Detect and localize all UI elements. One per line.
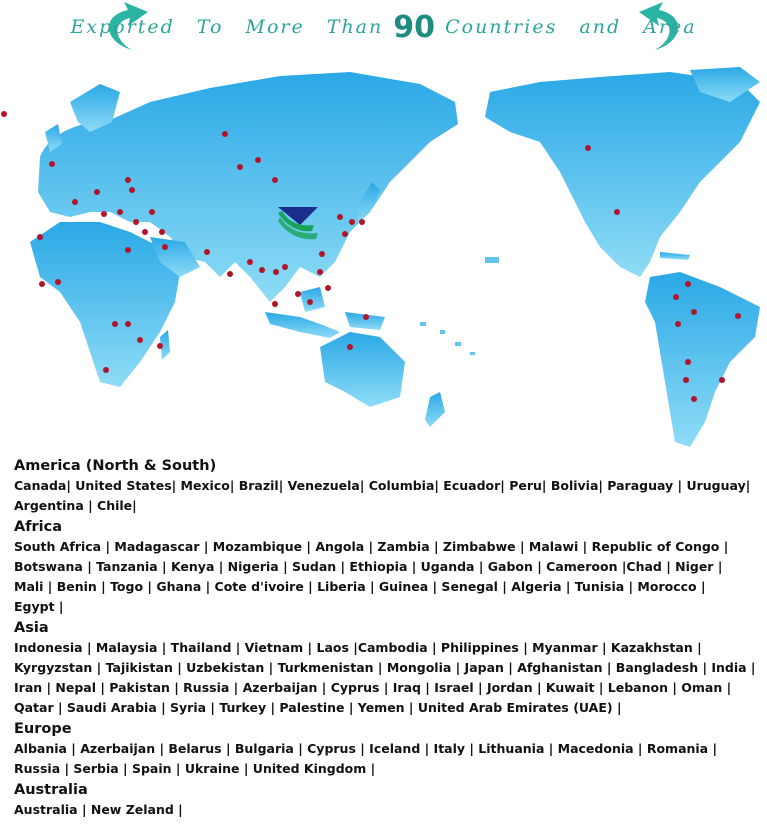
pacific-islands: [420, 257, 499, 355]
marker-dot: [259, 267, 265, 273]
banner-word: Than: [326, 16, 384, 38]
marker-dot: [125, 177, 131, 183]
banner-word: Area: [643, 16, 697, 38]
marker-dot: [159, 229, 165, 235]
south-america-landmass: [645, 272, 760, 447]
banner-word: More: [245, 16, 305, 38]
marker-dot: [162, 244, 168, 250]
banner-word: Exported: [70, 16, 175, 38]
marker-dot: [349, 219, 355, 225]
marker-dot: [1, 111, 7, 117]
marker-dot: [72, 199, 78, 205]
marker-dot: [719, 377, 725, 383]
marker-dot: [237, 164, 243, 170]
country-line: Qatar | Saudi Arabia | Syria | Turkey | Palestine | Yemen | United Arab Emirates (UAE) |: [14, 700, 622, 715]
marker-dot: [342, 231, 348, 237]
marker-dot: [675, 321, 681, 327]
marker-dot: [255, 157, 261, 163]
region-africa: [14, 517, 759, 617]
marker-dot: [673, 294, 679, 300]
country-line: Mali | Benin | Togo | Ghana | Cote d'ivoire | Liberia | Guinea | Senegal | Algeria | Tunisia | Morocco |: [14, 579, 706, 594]
marker-dot: [325, 285, 331, 291]
marker-dot: [685, 359, 691, 365]
banner-title: [0, 10, 767, 45]
country-line: Albania | Azerbaijan | Belarus | Bulgaria | Cyprus | Iceland | Italy | Lithuania | Macedonia | Romania |: [14, 741, 718, 756]
world-map-graphic: [0, 62, 767, 452]
header-banner: [0, 0, 767, 62]
marker-dot: [735, 313, 741, 319]
marker-dot: [37, 234, 43, 240]
indonesia-landmass: [265, 312, 340, 338]
new-zealand-landmass: [425, 392, 445, 427]
banner-word: To: [196, 16, 224, 38]
region-america: [14, 456, 759, 516]
banner-number: 90: [393, 10, 436, 45]
country-line: South Africa | Madagascar | Mozambique | Angola | Zambia | Zimbabwe | Malawi | Republic of Congo |: [14, 539, 729, 554]
marker-dot: [319, 251, 325, 257]
marker-dot: [614, 209, 620, 215]
marker-dot: [247, 259, 253, 265]
country-line: Russia | Serbia | Spain | Ukraine | United Kingdom |: [14, 761, 376, 776]
country-line: Egypt |: [14, 599, 64, 614]
marker-dot: [691, 309, 697, 315]
region-lists: [14, 455, 759, 820]
country-line: Australia | New Zeland |: [14, 802, 183, 817]
marker-dot: [129, 187, 135, 193]
region-title: Asia: [14, 620, 49, 636]
country-line: Argentina | Chile|: [14, 498, 137, 513]
marker-dot: [282, 264, 288, 270]
marker-dot: [307, 299, 313, 305]
marker-dot: [222, 131, 228, 137]
region-title: America (North & South): [14, 458, 217, 474]
marker-dot: [347, 344, 353, 350]
marker-dot: [142, 229, 148, 235]
marker-dot: [273, 269, 279, 275]
country-line: Botswana | Tanzania | Kenya | Nigeria | Sudan | Ethiopia | Uganda | Gabon | Cameroon |Chad | Niger |: [14, 559, 723, 574]
marker-dot: [55, 279, 61, 285]
marker-dot: [149, 209, 155, 215]
marker-dot: [101, 211, 107, 217]
region-title: Australia: [14, 782, 88, 798]
country-line: Iran | Nepal | Pakistan | Russia | Azerbaijan | Cyprus | Iraq | Israel | Jordan | Kuwait | Lebanon | Oman |: [14, 680, 732, 695]
marker-dot: [272, 301, 278, 307]
marker-dot: [363, 314, 369, 320]
marker-dot: [204, 249, 210, 255]
region-asia: [14, 618, 759, 718]
marker-dot: [683, 377, 689, 383]
marker-dot: [137, 337, 143, 343]
marker-dot: [585, 145, 591, 151]
marker-dot: [125, 321, 131, 327]
marker-dot: [317, 269, 323, 275]
north-america-landmass: [485, 72, 760, 277]
region-australia: [14, 780, 759, 820]
world-map: [0, 62, 767, 452]
marker-dot: [295, 291, 301, 297]
marker-dot: [112, 321, 118, 327]
country-line: Indonesia | Malaysia | Thailand | Vietnam | Laos |Cambodia | Philippines | Myanmar | Kazakhstan |: [14, 640, 702, 655]
marker-dot: [94, 189, 100, 195]
marker-dot: [117, 209, 123, 215]
banner-word: Countries: [445, 16, 558, 38]
country-line: Kyrgyzstan | Tajikistan | Uzbekistan | Turkmenistan | Mongolia | Japan | Afghanistan | Bangladesh | India |: [14, 660, 756, 675]
caribbean-islands: [660, 252, 690, 260]
banner-word: and: [579, 16, 622, 38]
marker-dot: [685, 281, 691, 287]
marker-dot: [125, 247, 131, 253]
marker-dot: [272, 177, 278, 183]
marker-dot: [133, 219, 139, 225]
country-line: Canada| United States| Mexico| Brazil| Venezuela| Columbia| Ecuador| Peru| Bolivia| Paraguay | Uruguay|: [14, 478, 751, 493]
region-title: Africa: [14, 519, 63, 535]
australia-landmass: [320, 332, 405, 407]
marker-dot: [157, 343, 163, 349]
marker-dot: [227, 271, 233, 277]
marker-dot: [337, 214, 343, 220]
marker-dot: [39, 281, 45, 287]
marker-dot: [691, 396, 697, 402]
marker-dot: [359, 219, 365, 225]
marker-dot: [103, 367, 109, 373]
region-europe: [14, 719, 759, 779]
borneo-landmass: [300, 287, 325, 312]
region-title: Europe: [14, 721, 72, 737]
marker-dot: [49, 161, 55, 167]
